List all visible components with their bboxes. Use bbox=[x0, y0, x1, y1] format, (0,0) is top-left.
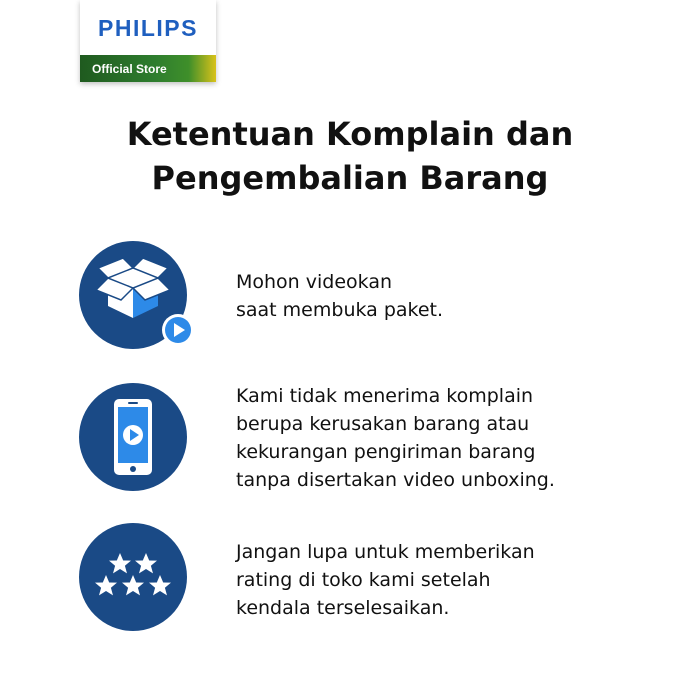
official-store-badge: Official Store bbox=[80, 55, 216, 82]
rule-text-rating: Jangan lupa untuk memberikan rating di toko kami setelah kendala terselesaikan. bbox=[236, 541, 535, 619]
phone-video-icon bbox=[78, 382, 198, 502]
page-title bbox=[0, 112, 700, 200]
title-line-1: Ketentuan Komplain dan bbox=[126, 115, 574, 153]
rule-item-unboxing bbox=[78, 240, 638, 360]
rule-item-complaint bbox=[78, 382, 638, 502]
rule-text-complaint: Kami tidak menerima komplain berupa kerusakan barang atau kekurangan pengiriman barang tanpa disertakan video unboxing. bbox=[236, 385, 555, 491]
rule-text-unboxing: Mohon videokan saat membuka paket. bbox=[236, 271, 444, 321]
stars-rating-icon bbox=[78, 522, 198, 642]
philips-official-store-logo bbox=[80, 0, 216, 82]
rule-item-rating bbox=[78, 522, 638, 642]
brand-name: PHILIPS bbox=[98, 14, 198, 41]
title-line-2: Pengembalian Barang bbox=[151, 159, 549, 197]
box-video-icon bbox=[78, 240, 198, 360]
